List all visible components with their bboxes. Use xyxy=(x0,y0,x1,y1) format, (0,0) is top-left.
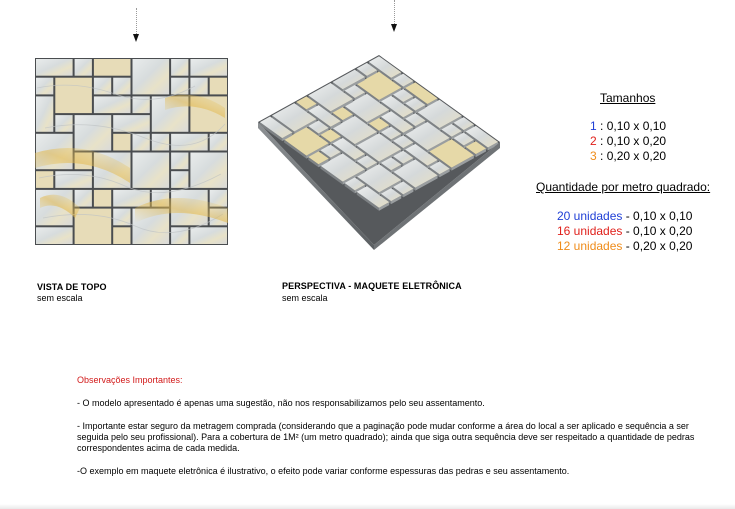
quantity-size: - 0,10 x 0,20 xyxy=(622,224,693,238)
size-row xyxy=(590,134,666,148)
down-arrow-icon xyxy=(389,0,401,34)
observations-block xyxy=(77,375,697,477)
size-row xyxy=(590,119,666,133)
observation-2: - Importante estar seguro da metragem comprada (considerando que a paginação pode mudar conforme a área do local a ser aplicado e sequência a ser seguida pelo seu profissional). Para a cobertura de 1M² (um metro quadrado); ainda que siga outra sequência deve ser respeitado a quantidade de pedras correspondentes acima de cada medida. xyxy=(77,421,695,453)
down-arrow-icon xyxy=(131,8,143,42)
quantity-row xyxy=(557,209,692,223)
quantity-units: 16 unidades xyxy=(557,224,623,238)
top-view-image xyxy=(35,58,228,245)
size-row xyxy=(590,149,666,163)
quantity-size: - 0,20 x 0,20 xyxy=(622,239,693,253)
page-bottom-edge xyxy=(0,504,735,509)
size-number: 2 xyxy=(590,134,597,148)
size-value: : 0,20 x 0,20 xyxy=(596,149,667,163)
size-value: : 0,10 x 0,10 xyxy=(596,119,667,133)
quantity-units: 12 unidades xyxy=(557,239,623,253)
quantity-units: 20 unidades xyxy=(557,209,623,223)
perspective-title: PERSPECTIVA - MAQUETE ELETRÔNICA xyxy=(282,281,462,291)
top-view-title: VISTA DE TOPO xyxy=(37,282,107,292)
size-number: 3 xyxy=(590,149,597,163)
quantity-heading: Quantidade por metro quadrado: xyxy=(536,180,711,194)
perspective-mockup-image xyxy=(254,50,504,250)
observations-title: Observações Importantes: xyxy=(77,375,183,385)
quantity-row xyxy=(557,239,692,253)
size-value: : 0,10 x 0,20 xyxy=(596,134,667,148)
top-view-scale: sem escala xyxy=(37,293,83,303)
observation-3: -O exemplo em maquete eletrônica é ilustrativo, o efeito pode variar conforme espessuras das pedras e seu assentamento. xyxy=(77,466,570,476)
quantity-row xyxy=(557,224,692,238)
perspective-scale: sem escala xyxy=(282,293,328,303)
size-number: 1 xyxy=(590,119,597,133)
quantity-size: - 0,10 x 0,10 xyxy=(622,209,693,223)
observation-1: - O modelo apresentado é apenas uma sugestão, não nos responsabilizamos pelo seu assentamento. xyxy=(77,398,485,408)
sizes-heading: Tamanhos xyxy=(600,91,656,105)
